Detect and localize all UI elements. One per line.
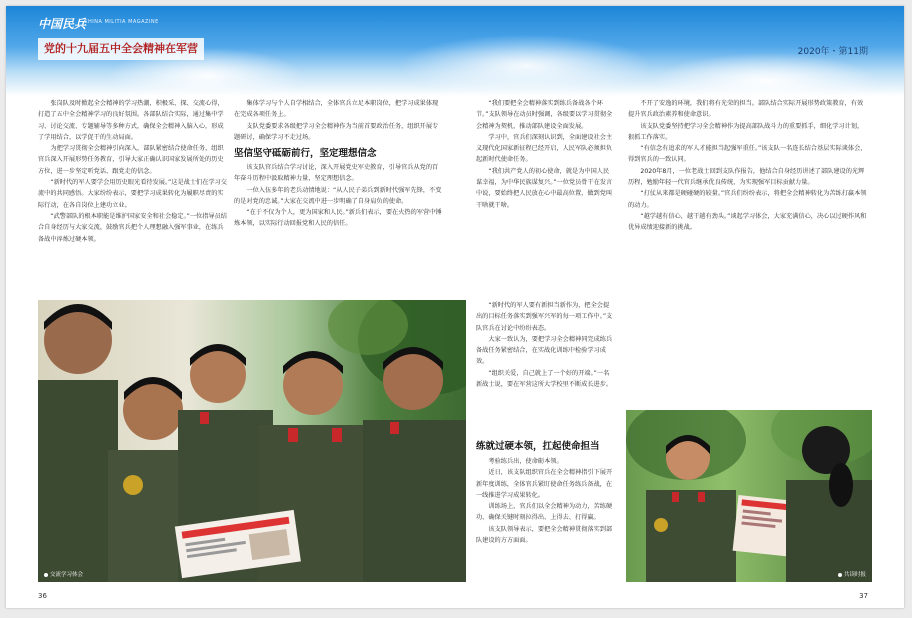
page-number-right: 37: [859, 592, 868, 600]
paragraph: 支队党委要求各级把学习全会精神作为当前首要政治任务，组织开展专题研讨，确保学习不走过场。: [234, 122, 439, 141]
paragraph: “新时代的军人要有新担当新作为，把全会提出的目标任务落实到强军兴军的每一项工作中。”支队官兵在讨论中纷纷表态。: [476, 302, 613, 332]
magazine-name-en: CHINA MILITIA MAGAZINE: [84, 19, 159, 25]
section-heading: 练就过硬本领，扛起使命担当: [476, 441, 600, 452]
paragraph: “新时代的军人要学会用历史眼光看待发展。”这是战士们在学习交流中的共同感悟。大家纷纷表示，要把学习成果转化为履职尽责的实际行动，在各自岗位上建功立业。: [38, 179, 227, 209]
paragraph: “越学越有信心，越干越有劲头。”谈起学习体会，大家充满信心，决心以过硬作风和优异成绩迎接新的挑战。: [628, 212, 867, 232]
paragraph: 为把学习贯彻全会精神引向深入，部队紧密结合使命任务，组织官兵深入开展形势任务教育，引导大家正确认识国家发展所处的历史方位，进一步坚定听党话、跟党走的信念。: [38, 145, 224, 175]
magazine-name: 中国民兵: [38, 17, 87, 31]
article-column-3-bottom: [476, 456, 614, 582]
caption-bullet-icon: [838, 573, 842, 577]
page-number-left: 36: [38, 592, 47, 600]
caption-bullet-icon: [44, 573, 48, 577]
paragraph: 考验练兵出，使命砺本领。: [488, 458, 563, 465]
soldiers-reading-photo: [38, 300, 466, 582]
paragraph: 学习中，官兵们深刻认识到，全面建设社会主义现代化国家新征程已经开启，人民军队必须担负起新时代使命任务。: [476, 133, 613, 164]
female-soldiers-illustration: [626, 410, 872, 582]
paragraph: 一位入伍多年的老兵动情地说：“从人民子弟兵到新时代强军先锋，不变的是对党的忠诚。”大家在交流中进一步明确了自身肩负的使命。: [234, 186, 442, 205]
paragraph: 大家一致认为，要把学习全会精神同完成练兵备战任务紧密结合，在实战化训练中检验学习成效。: [476, 335, 613, 366]
section-heading: 坚信坚守砥砺前行，坚定理想信念: [234, 148, 377, 159]
photo-caption-text: 交流学习体会: [50, 572, 84, 578]
soldiers-illustration: [38, 300, 466, 582]
photo-caption: [44, 570, 83, 578]
article-column-2-bottom: [234, 162, 444, 294]
paragraph: 集体学习与个人自学相结合，全体官兵立足本职岗位，把学习成果体现在完成各项任务上。: [234, 100, 439, 119]
paragraph: “武警部队的根本职能是维护国家安全和社会稳定。”一位指导员结合自身经历与大家交流，鼓励官兵把个人理想融入强军事业，在练兵备战中淬炼过硬本领。: [38, 212, 227, 243]
issue-info: 2020年・第11期: [797, 47, 868, 57]
paragraph: “有信念有追求的军人才能担当起强军重任。”该支队一名连长结合基层实际谈体会，得到官兵的一致认同。: [628, 145, 867, 164]
paragraph: 训练场上，官兵们以全会精神为动力，苦练硬功，确保关键时刻拉得出、上得去、打得赢。: [476, 503, 613, 522]
paragraph: “打仗从来都是硬碰硬的较量。”官兵们纷纷表示，将把全会精神转化为苦练打赢本领的动力。: [628, 190, 867, 209]
paragraph: 2020年8月，一位老战士回到支队作报告，他结合自身经历讲述了部队建设的光辉历程，勉励年轻一代官兵继承优良传统，为实现强军目标贡献力量。: [628, 167, 865, 187]
paragraph: 张岗队及时掀起全会精神的学习热潮，积极采、探、交流心得，打造了五中全会精神学习的良好氛围。各部队结合实际，通过集中学习、讨论交流、专题辅导等多种方式，确保全会精神入脑入心，形成了学用结合、以学促干的生动局面。: [38, 100, 224, 141]
paragraph: “我们共产党人的初心使命，就是为中国人民谋幸福，为中华民族谋复兴。”一位党员骨干在发言中说，要始终把人民放在心中最高位置，做到党叫干啥就干啥。: [476, 167, 613, 209]
paragraph: 近日，该支队组织官兵在全会精神指引下展开新年度训练，全体官兵紧盯使命任务练兵备战，在一线推进学习成果转化。: [476, 469, 613, 499]
paragraph: “我们要把全会精神落实到练兵备战各个环节。”支队领导在动员时强调，各级要以学习贯彻全会精神为契机，推动部队建设全面发展。: [476, 100, 613, 130]
article-column-3-middle: [476, 300, 614, 424]
paragraph: 不开了安逸的环境，我们将有光荣的担当。部队结合实际开展形势政策教育，有效提升官兵政治素养和使命意识。: [628, 100, 864, 119]
photo-caption-text: 共读时报: [843, 572, 866, 578]
article-column-4: [628, 98, 868, 406]
column-title: 党的十九届五中全会精神在军营: [38, 38, 204, 60]
paragraph: 该支队党委坚持把学习全会精神作为提高部队战斗力的重要抓手，细化学习计划，狠抓工作落实。: [628, 122, 864, 141]
paragraph: 该支队领导表示，要把全会精神贯彻落实到部队建设的方方面面。: [476, 525, 613, 545]
magazine-spread: [6, 6, 904, 608]
female-soldiers-photo: [626, 410, 872, 582]
article-column-1: [38, 98, 228, 294]
paragraph: “组织关爱，自己就上了一个好的开端。”一名新战士说，要在军营这所大学校里不断成长进步。: [476, 369, 613, 389]
article-column-2-top: [234, 98, 444, 142]
paragraph: 该支队官兵结合学习讨论，深入开展党史军史教育，引导官兵从党的百年奋斗历程中汲取精神力量，坚定理想信念。: [234, 164, 439, 183]
paragraph: “在于不仅为个人，更为国家和人民。”新兵们表示，要在火热的军营中锤炼本领，以实际行动回报党和人民的信任。: [234, 209, 442, 228]
article-column-3-top: [476, 98, 614, 294]
header-sky-banner: [6, 6, 904, 96]
photo-caption: [838, 570, 866, 578]
